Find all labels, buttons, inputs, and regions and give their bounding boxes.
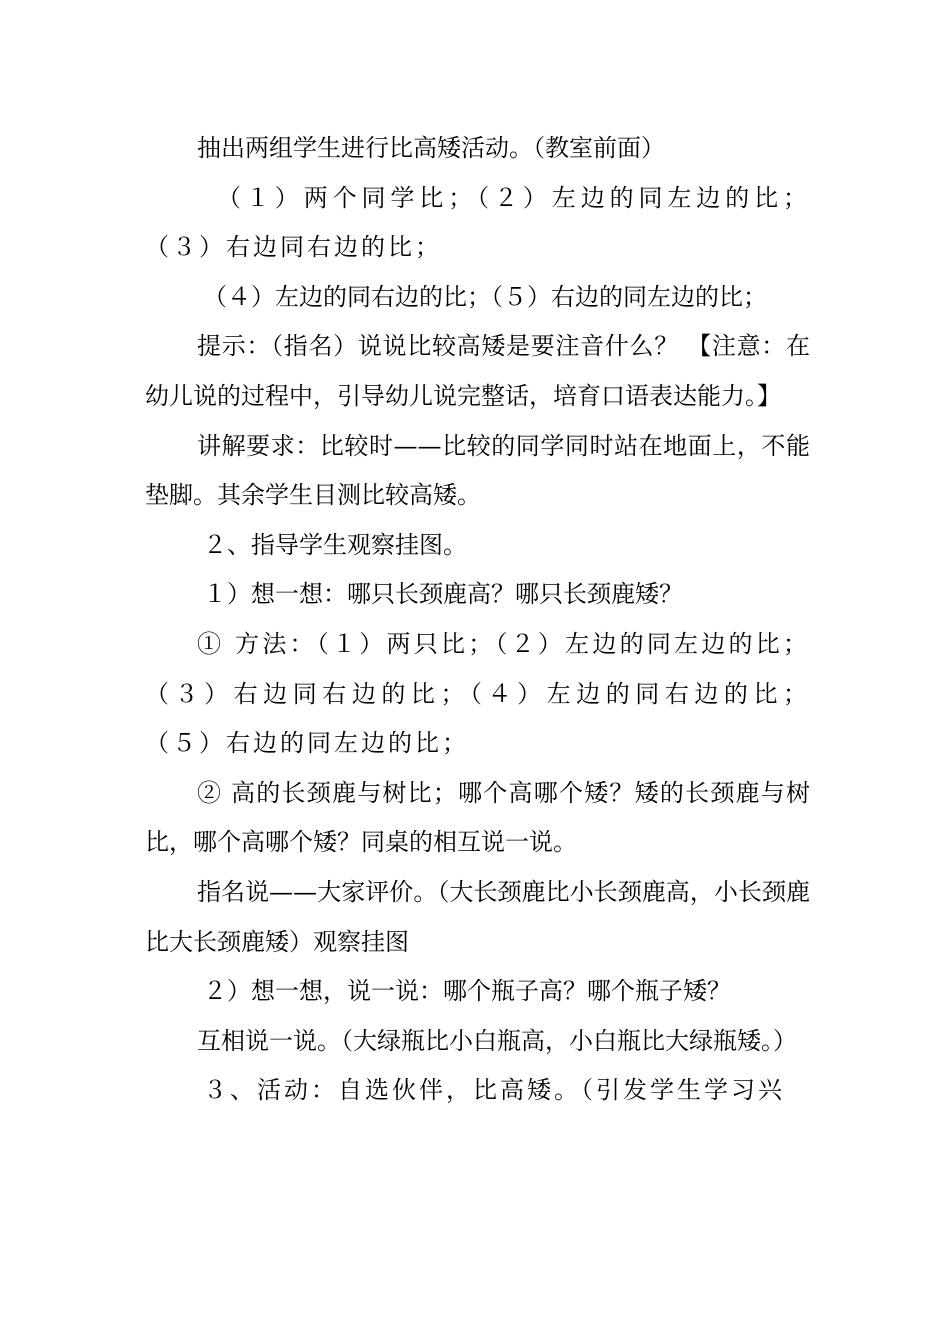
- paragraph-compare-steps-2: （４）左边的同右边的比；（５）右边的同左边的比；: [203, 282, 767, 311]
- paragraph-compare-steps-1: （１）两个同学比；（２）左边的同左边的比；（３）右边同右边的比；: [145, 183, 810, 262]
- document-body: [145, 124, 810, 1116]
- paragraph-hint: 提示：（指名）说说比较高矮是要注音什么？ 【注意：在幼儿说的过程中，引导幼儿说完整话，培育口语表达能力。】: [145, 332, 810, 410]
- paragraph-section-2: ２、指导学生观察挂图。: [203, 530, 467, 559]
- paragraph-think-1: １）想一想：哪只长颈鹿高？哪只长颈鹿矮？: [203, 580, 683, 609]
- paragraph-activity-intro: 抽出两组学生进行比高矮活动。（教室前面）: [197, 134, 665, 162]
- paragraph-section-3: ３、活动：自选伙伴，比高矮。（引发学生学习兴: [203, 1076, 785, 1105]
- paragraph-requirements: 讲解要求：比较时——比较的同学同时站在地面上，不能垫脚。其余学生目测比较高矮。: [145, 431, 810, 510]
- paragraph-evaluation: 指名说——大家评价。（大长颈鹿比小长颈鹿高，小长颈鹿比大长颈鹿矮）观察挂图: [145, 877, 810, 956]
- paragraph-think-2: ２）想一想，说一说：哪个瓶子高？哪个瓶子矮？: [203, 977, 731, 1006]
- paragraph-tree-compare: ② 高的长颈鹿与树比；哪个高哪个矮？矮的长颈鹿与树比，哪个高哪个矮？同桌的相互说一说。: [145, 778, 810, 857]
- paragraph-method: ① 方法：（１）两只比；（２）左边的同左边的比；（３）右边同右边的比；（４）左边的同右边的比；（５）右边的同左边的比；: [145, 629, 810, 758]
- paragraph-discuss: 互相说一说。（大绿瓶比小白瓶高，小白瓶比大绿瓶矮。）: [197, 1026, 797, 1055]
